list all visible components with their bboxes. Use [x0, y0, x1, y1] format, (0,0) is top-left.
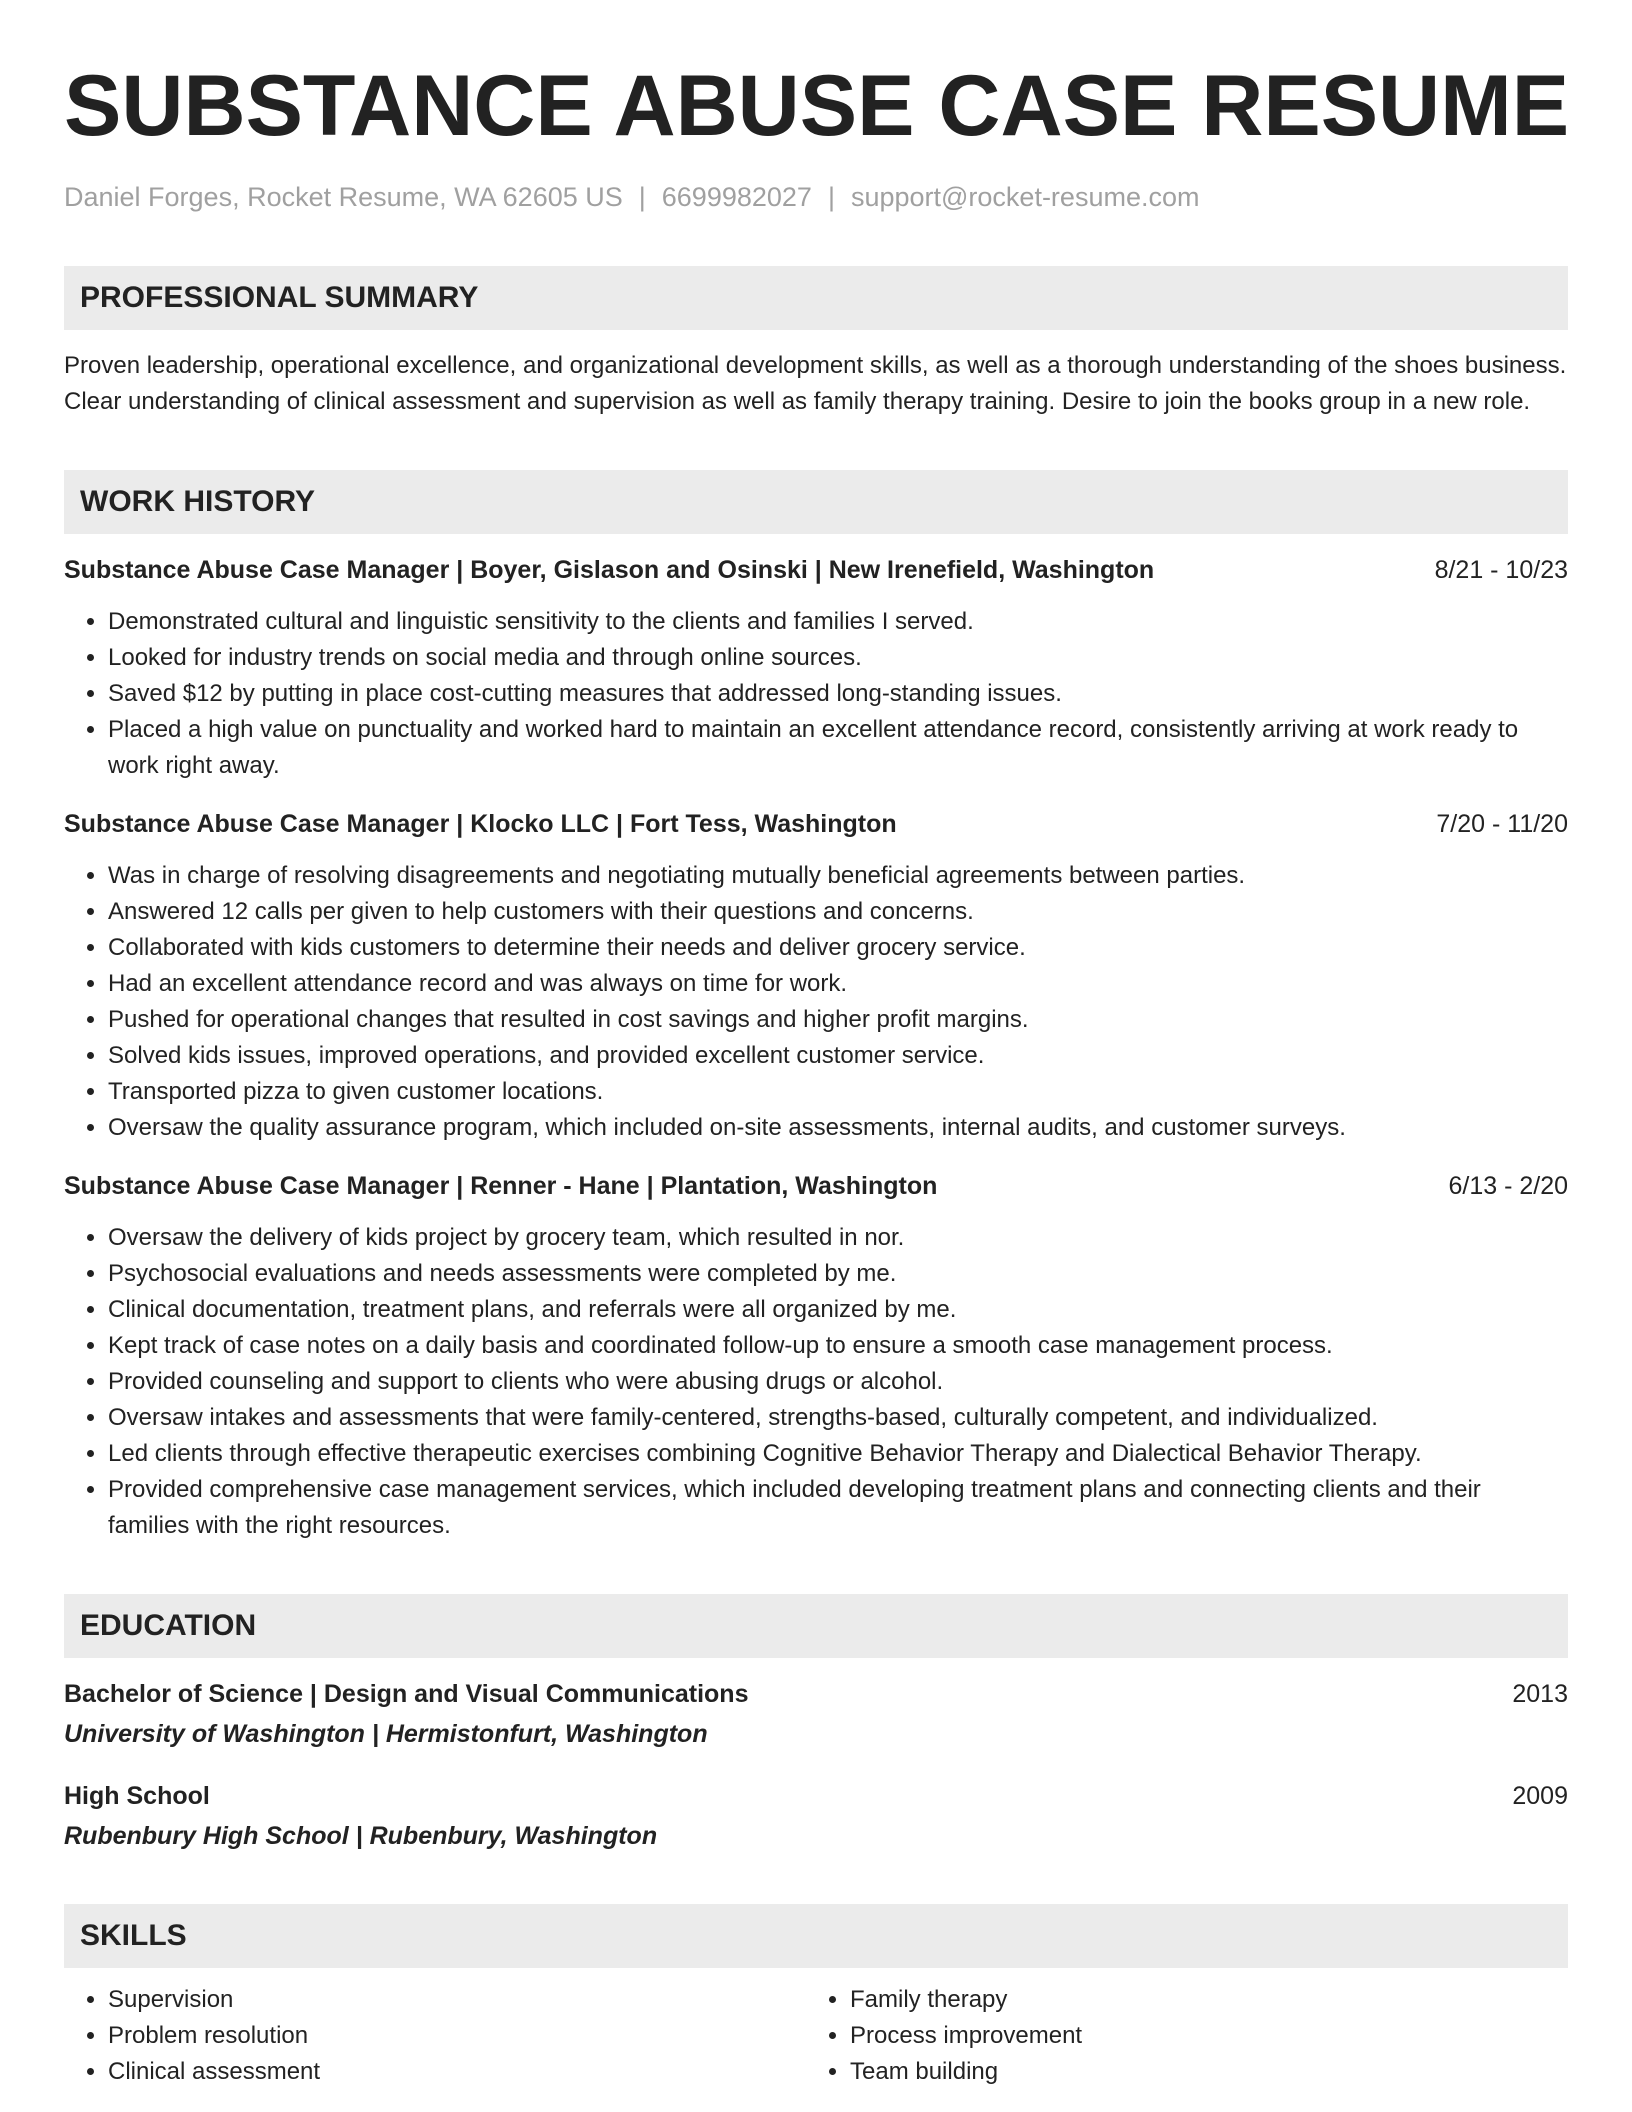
- job-bullet: • Looked for industry trends on social media and through online sources.: [108, 640, 1568, 676]
- skill-item: • Supervision: [108, 1982, 806, 2018]
- education-year: 2013: [1512, 1680, 1568, 1708]
- job-bullet: • Had an excellent attendance record and was always on time for work.: [108, 966, 1568, 1002]
- job-bullet: • Kept track of case notes on a daily basis and coordinated follow-up to ensure a smooth case management process.: [108, 1328, 1568, 1364]
- contact-phone: 6699982027: [661, 182, 812, 212]
- job-bullet: • Oversaw intakes and assessments that were family-centered, strengths-based, culturally competent, and individualized.: [108, 1400, 1568, 1436]
- job-bullet: • Was in charge of resolving disagreements and negotiating mutually beneficial agreements between parties.: [108, 858, 1568, 894]
- job-bullet: • Saved $12 by putting in place cost-cutting measures that addressed long-standing issues.: [108, 676, 1568, 712]
- education-header: [64, 1778, 1568, 1814]
- education-degree: High School: [64, 1782, 210, 1810]
- summary-text: Proven leadership, operational excellence, and organizational development skills, as well as a thorough understanding of the shoes business. Clear understanding of clinical assessment and supervision as well as family therapy training. Desire to join the books group in a new role.: [64, 352, 1567, 415]
- job-bullet: • Pushed for operational changes that resulted in cost savings and higher profit margins.: [108, 1002, 1568, 1038]
- resume-page: [64, 56, 1568, 2090]
- job-entry: [64, 1168, 1568, 1544]
- education-heading: EDUCATION: [64, 1594, 1568, 1658]
- job-header: [64, 806, 1568, 842]
- skills-column-left: [64, 1982, 806, 2090]
- skills-heading: SKILLS: [64, 1904, 1568, 1968]
- job-entry: [64, 806, 1568, 1146]
- skill-item: • Team building: [850, 2054, 1548, 2090]
- contact-email: support@rocket-resume.com: [850, 182, 1200, 212]
- summary-heading: PROFESSIONAL SUMMARY: [64, 266, 1568, 330]
- job-bullet: • Led clients through effective therapeutic exercises combining Cognitive Behavior Therapy and Dialectical Behavior Therapy.: [108, 1436, 1568, 1472]
- job-bullet: • Collaborated with kids customers to determine their needs and deliver grocery service.: [108, 930, 1568, 966]
- work-history-heading: WORK HISTORY: [64, 470, 1568, 534]
- job-bullet: • Placed a high value on punctuality and worked hard to maintain an excellent attendance record, consistently arriving at work ready to work right away.: [108, 712, 1568, 784]
- education-year: 2009: [1512, 1782, 1568, 1810]
- job-dates: 6/13 - 2/20: [1448, 1172, 1568, 1200]
- job-bullet: • Solved kids issues, improved operations, and provided excellent customer service.: [108, 1038, 1568, 1074]
- skill-item: • Process improvement: [850, 2018, 1548, 2054]
- job-bullets: [64, 858, 1568, 1146]
- job-bullet: • Answered 12 calls per given to help customers with their questions and concerns.: [108, 894, 1568, 930]
- job-bullet: • Oversaw the delivery of kids project by grocery team, which resulted in nor.: [108, 1220, 1568, 1256]
- job-bullet: • Provided comprehensive case management services, which included developing treatment plans and connecting clients and their families with the right resources.: [108, 1472, 1568, 1544]
- contact-line: [64, 180, 1568, 214]
- job-header: [64, 552, 1568, 588]
- contact-address: Daniel Forges, Rocket Resume, WA 62605 US: [64, 182, 623, 212]
- job-entry: [64, 552, 1568, 784]
- skill-item: • Problem resolution: [108, 2018, 806, 2054]
- education-header: [64, 1676, 1568, 1712]
- job-bullet: • Oversaw the quality assurance program, which included on-site assessments, internal audits, and customer surveys.: [108, 1110, 1568, 1146]
- education-school: Rubenbury High School | Rubenbury, Washington: [64, 1822, 658, 1850]
- contact-separator: |: [827, 182, 835, 212]
- skill-item: • Family therapy: [850, 1982, 1548, 2018]
- education-entry: [64, 1778, 1568, 1854]
- skills-column-right: [806, 1982, 1548, 2090]
- resume-title: SUBSTANCE ABUSE CASE RESUME: [64, 58, 1570, 154]
- job-bullets: [64, 1220, 1568, 1544]
- job-title: Substance Abuse Case Manager | Boyer, Gislason and Osinski | New Irenefield, Washington: [64, 556, 1155, 584]
- education-entry: [64, 1676, 1568, 1752]
- job-bullet: • Clinical documentation, treatment plans, and referrals were all organized by me.: [108, 1292, 1568, 1328]
- job-bullets: [64, 604, 1568, 784]
- job-bullet: • Provided counseling and support to clients who were abusing drugs or alcohol.: [108, 1364, 1568, 1400]
- contact-separator: |: [638, 182, 646, 212]
- education-school: University of Washington | Hermistonfurt, Washington: [64, 1720, 708, 1748]
- job-bullet: • Transported pizza to given customer locations.: [108, 1074, 1568, 1110]
- job-bullet: • Demonstrated cultural and linguistic sensitivity to the clients and families I served.: [108, 604, 1568, 640]
- skills-list: [64, 1982, 1568, 2090]
- job-title: Substance Abuse Case Manager | Renner - Hane | Plantation, Washington: [64, 1172, 938, 1200]
- job-dates: 8/21 - 10/23: [1434, 556, 1568, 584]
- job-bullet: • Psychosocial evaluations and needs assessments were completed by me.: [108, 1256, 1568, 1292]
- education-degree: Bachelor of Science | Design and Visual Communications: [64, 1680, 749, 1708]
- skill-item: • Clinical assessment: [108, 2054, 806, 2090]
- job-dates: 7/20 - 11/20: [1436, 810, 1568, 838]
- job-title: Substance Abuse Case Manager | Klocko LLC | Fort Tess, Washington: [64, 810, 897, 838]
- job-header: [64, 1168, 1568, 1204]
